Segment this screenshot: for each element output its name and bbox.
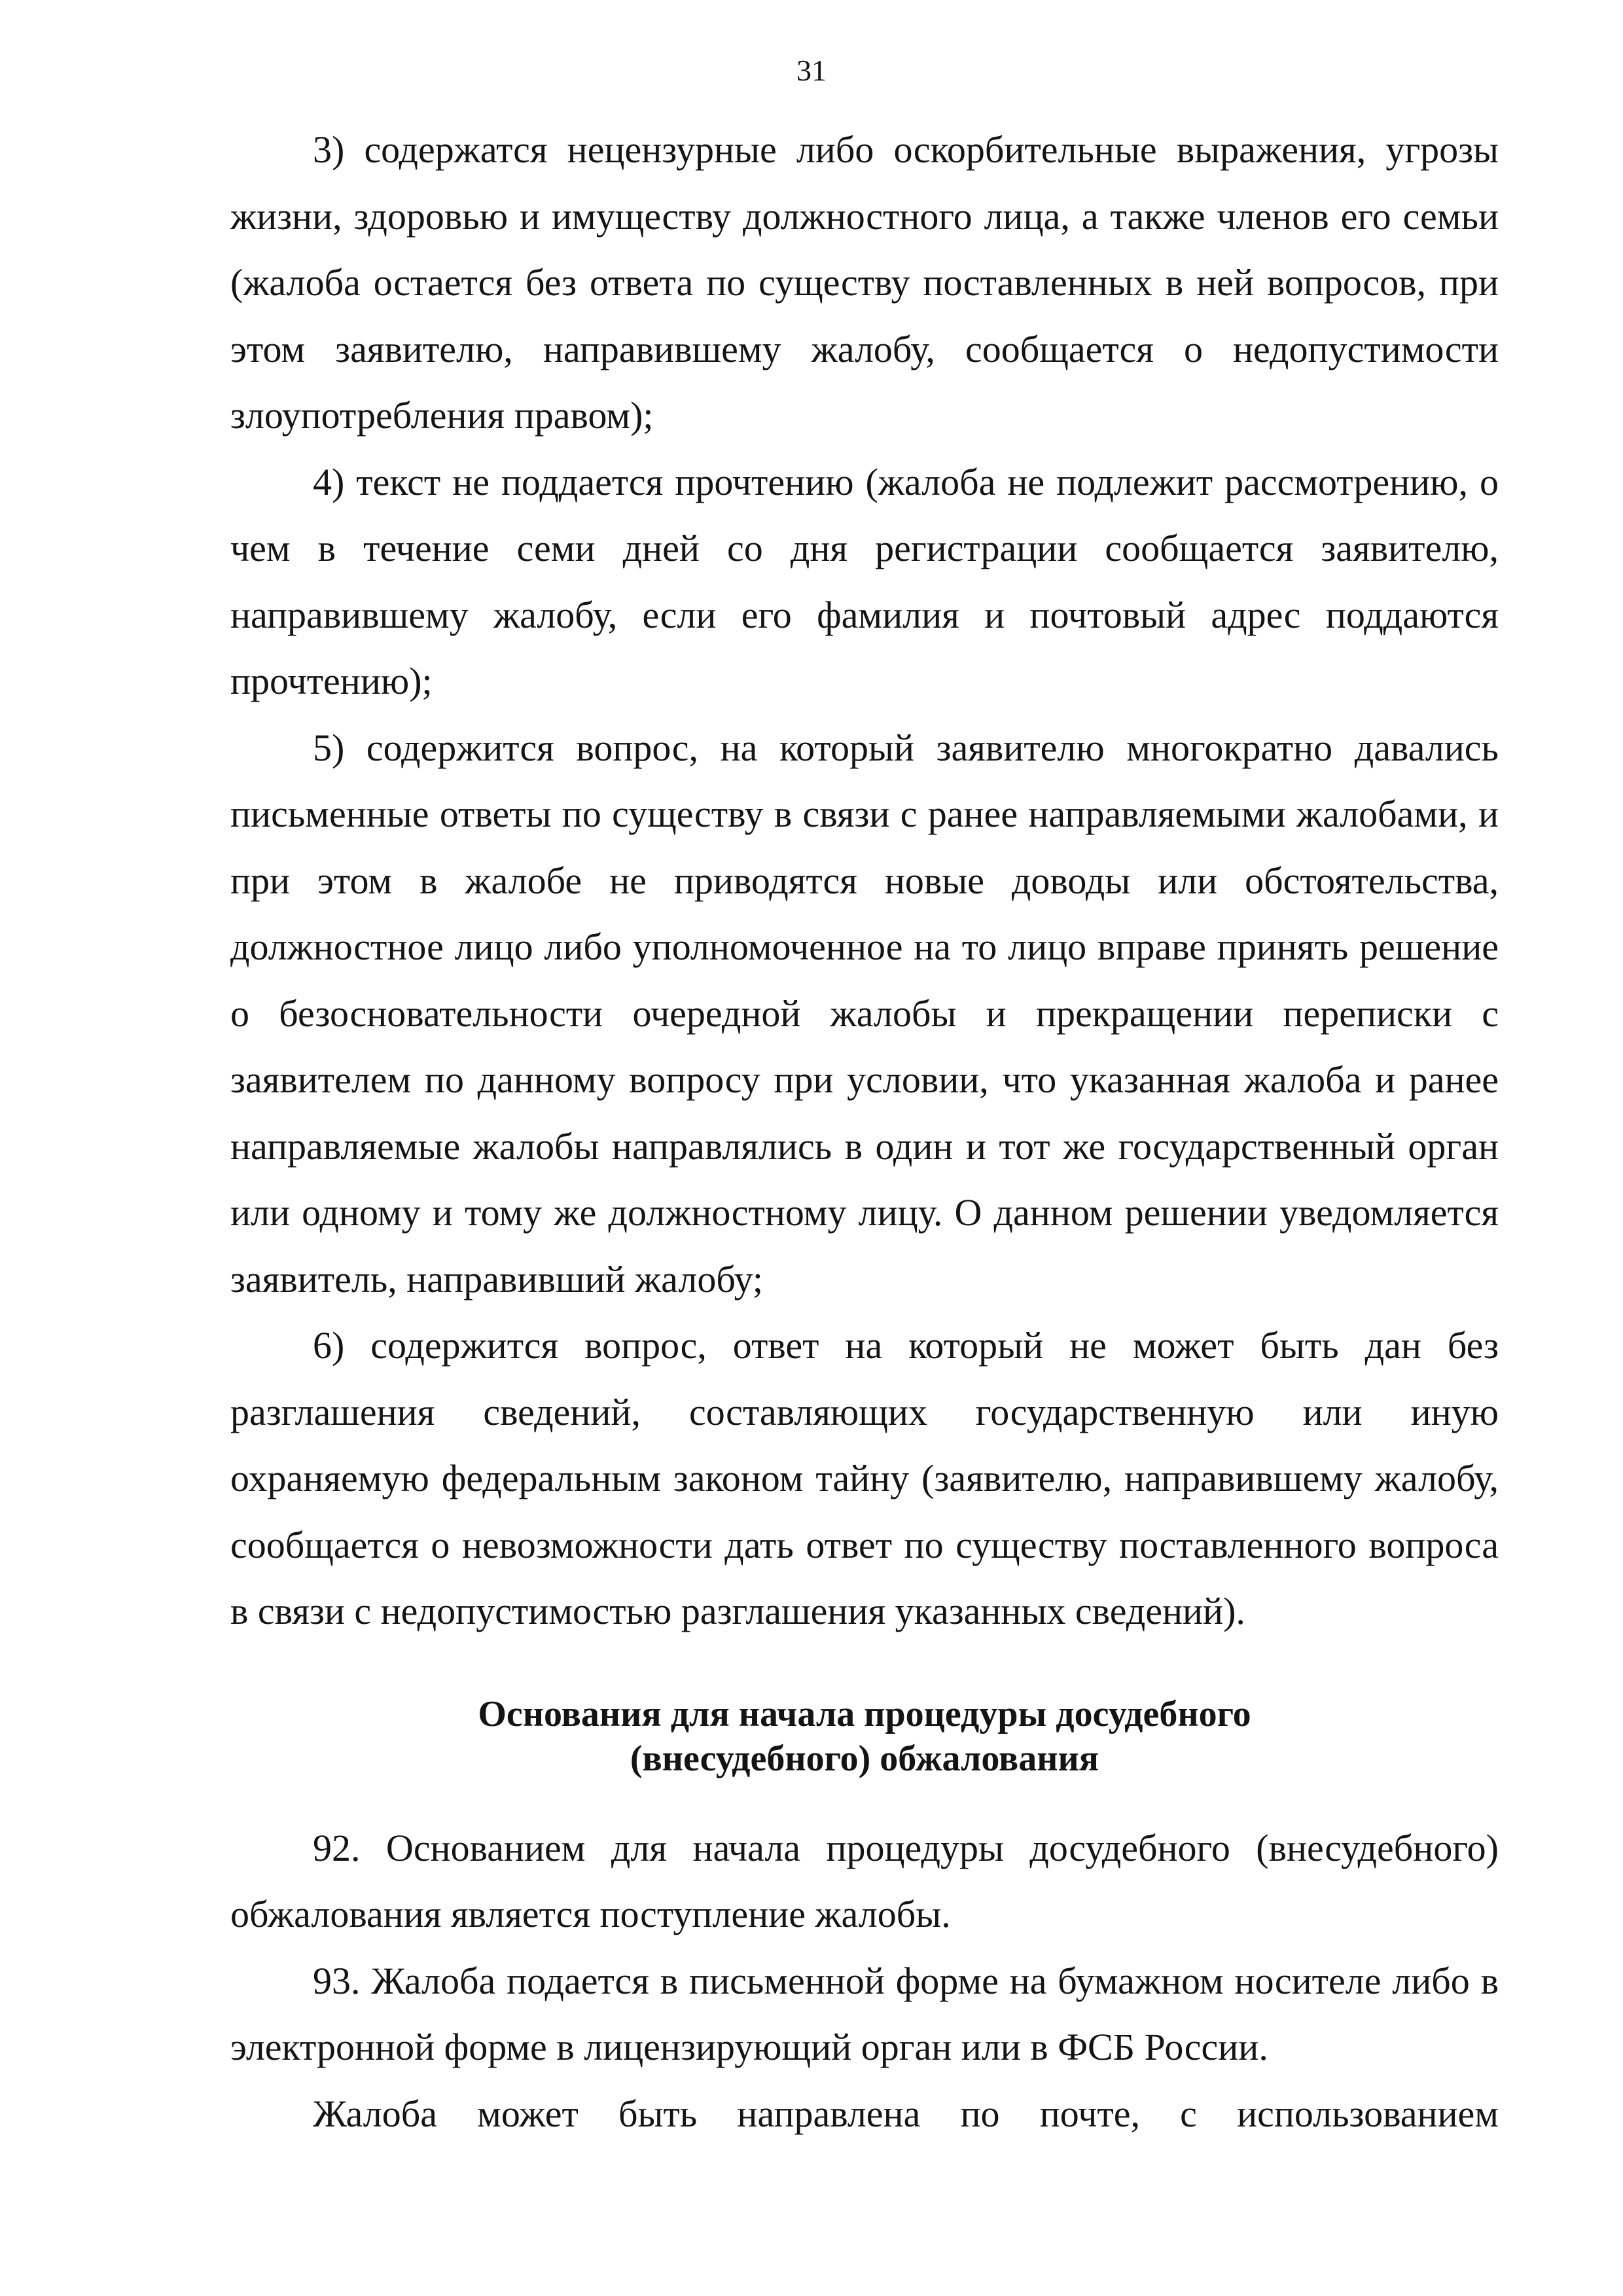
clause-92-paragraph: 92. Основанием для начала процедуры досудебного (внесудебного) обжалования является поступление жалобы.	[230, 1826, 1499, 1935]
page-number: 31	[796, 54, 827, 87]
section-heading	[230, 1692, 1499, 1781]
item-6-paragraph: 6) содержится вопрос, ответ на который не может быть дан без разглашения сведений, составляющих государственную или иную охраняемую федеральным законом тайну (заявителю, направившему жалобу, сообщается о невозможности дать ответ по существу поставленного вопроса в связи с недопустимостью разглашения указанных сведений).	[230, 1324, 1499, 1632]
clause-93-paragraph: 93. Жалоба подается в письменной форме на бумажном носителе либо в электронной форме в лицензирующий орган или в ФСБ России.	[230, 1959, 1499, 2068]
delivery-methods-paragraph: Жалоба может быть направлена по почте, с использованием	[313, 2092, 1499, 2135]
item-3-paragraph: 3) содержатся нецензурные либо оскорбительные выражения, угрозы жизни, здоровью и имуществу должностного лица, а также членов его семьи (жалоба остается без ответа по существу поставленных в ней вопросов, при этом заявителю, направившему жалобу, сообщается о недопустимости злоупотребления правом);	[230, 128, 1499, 437]
item-4-paragraph: 4) текст не поддается прочтению (жалоба не подлежит рассмотрению, о чем в течение семи дней со дня регистрации сообщается заявителю, направившему жалобу, если его фамилия и почтовый адрес поддаются прочтению);	[230, 460, 1499, 702]
item-5-paragraph: 5) содержится вопрос, на который заявителю многократно давались письменные ответы по существу в связи с ранее направляемыми жалобами, и при этом в жалобе не приводятся новые доводы или обстоятельства, должностное лицо либо уполномоченное на то лицо вправе принять решение о безосновательности очередной жалобы и прекращении переписки с заявителем по данному вопросу при условии, что указанная жалоба и ранее направляемые жалобы направлялись в один и тот же государственный орган или одному и тому же должностному лицу. О данном решении уведомляется заявитель, направивший жалобу;	[230, 726, 1499, 1300]
section-heading-line-2: (внесудебного) обжалования	[630, 1738, 1099, 1779]
section-heading-line-1: Основания для начала процедуры досудебного	[478, 1693, 1251, 1734]
document-body	[230, 117, 1499, 2147]
